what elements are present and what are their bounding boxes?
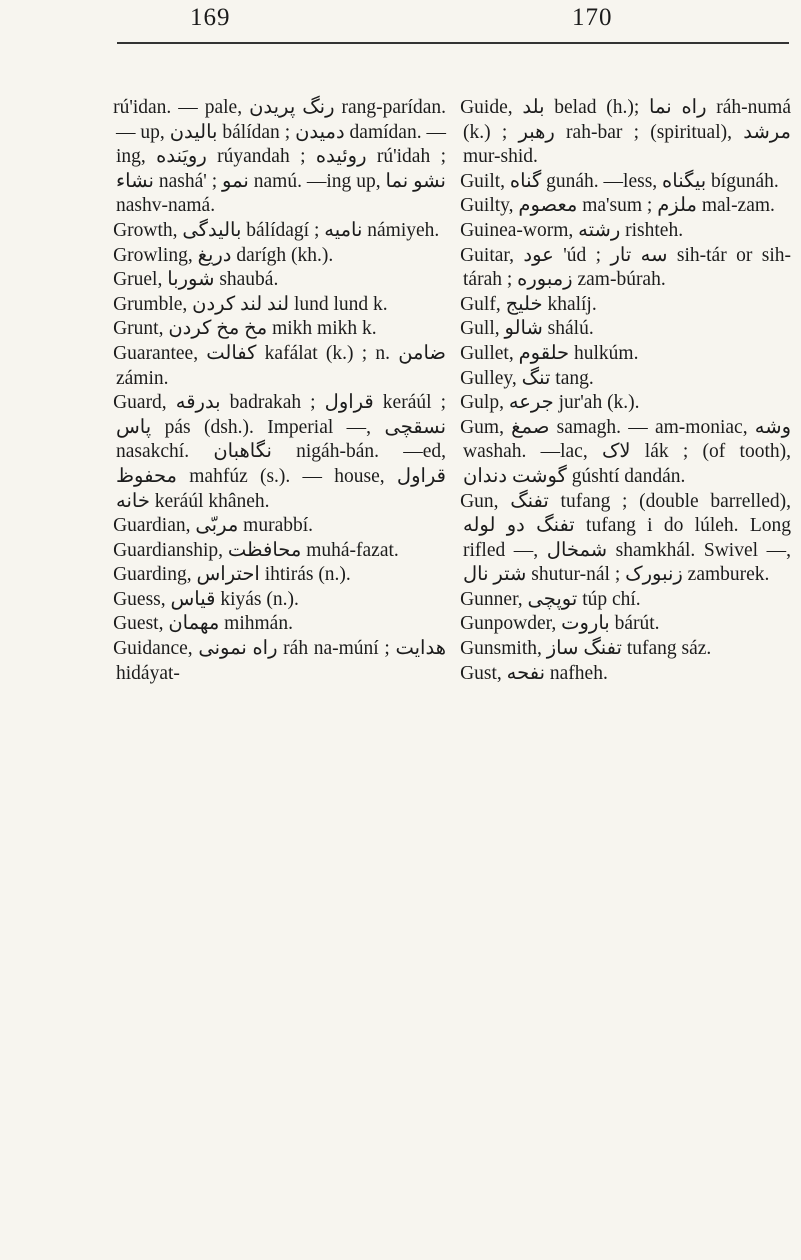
dictionary-entry: Gullet, ‏حلقوم‎ hulkúm. — [460, 342, 639, 364]
dictionary-entry: Grunt, ‏مخ مخ کردن‎ mikh mikh k. — [113, 318, 377, 340]
dictionary-entry: rú'idan. — pale, ‏رنگ پریدن‎ rang-parídan. — up, ‏بالیدن‎ bálídan ; ‏دمیدن‎ damídan. —ing, ‏رویَنده‎ rúyandah ; ‏روئیده‎ rú'idah ; ‏نشاء‎ nashá' ; ‏نمو‎ namú. —ing up, ‏نشو نما‎ nashv-namá. — [113, 97, 446, 217]
dictionary-entry: Gull, ‏شالو‎ shálú. — [460, 318, 594, 340]
dictionary-entry: Gulp, ‏جرعه‎ jur'ah (k.). — [460, 392, 640, 414]
dictionary-entry: Gruel, ‏شوربا‎ shaubá. — [113, 269, 279, 291]
dictionary-entry: Guidance, ‏راه نمونی‎ ráh na-múní ; ‏هدایت‎ hidáyat- — [113, 638, 446, 684]
left-column — [113, 96, 446, 686]
page-number-right: 170 — [572, 4, 613, 31]
dictionary-entry: Growling, ‏دریغ‎ darígh (kh.). — [113, 244, 334, 266]
dictionary-entry: Guitar, ‏عود‎ 'úd ; ‏سه تار‎ sih-tár or sih-tárah ; ‏زمبوره‎ zam-búrah. — [460, 244, 791, 291]
dictionary-entry: Guess, ‏قیاس‎ kiyás (n.). — [113, 588, 299, 610]
header-rule — [117, 42, 789, 44]
dictionary-entry: Guilty, ‏معصوم‎ ma'sum ; ‏ملزم‎ mal-zam. — [460, 195, 775, 217]
dictionary-entry: Guilt, ‏گناه‎ gunáh. —less, ‏بیگناه‎ bígunáh. — [460, 170, 779, 192]
dictionary-entry: Gun, ‏تفنگ‎ tufang ; (double barrelled), ‏تفنگ دو لوله‎ tufang i do lúleh. Long rifled —, ‏شمخال‎ shamkhál. Swivel —, ‏شتر نال‎ shutur-nál ; ‏زنبورک‎ zamburek. — [460, 490, 792, 586]
dictionary-entry: Gunner, ‏توپچی‎ túp chí. — [460, 588, 641, 610]
dictionary-entry: Gunpowder, ‏باروت‎ bárút. — [460, 613, 660, 635]
dictionary-entry: Growth, ‏بالیدگی‎ bálídagí ; ‏نامیه‎ námiyeh. — [113, 219, 440, 241]
page-number-left: 169 — [190, 4, 231, 31]
dictionary-entry: Gust, ‏نفحه‎ nafheh. — [460, 662, 608, 684]
dictionary-entry: Guarding, ‏احتراس‎ ihtirás (n.). — [113, 564, 351, 586]
dictionary-entry: Guard, ‏بدرقه‎ badrakah ; ‏قراول‎ keráúl ; ‏پاس‎ pás (dsh.). Imperial —, ‏نسقچی‎ nasakchí. ‏نگاهبان‎ nigáh-bán. —ed, ‏محفوظ‎ mahfúz (s.). — house, ‏قراول خانه‎ keráúl khâneh. — [113, 392, 446, 512]
dictionary-entry: Gulf, ‏خلیج‎ khalíj. — [460, 293, 597, 315]
dictionary-entry: Guardianship, ‏محافظت‎ muhá-fazat. — [113, 539, 399, 561]
dictionary-entry: Guide, ‏بلد‎ belad (h.); ‏راه نما‎ ráh-numá (k.) ; ‏رهبر‎ rah-bar ; (spiritual), ‏مرشد‎ mur-shid. — [460, 97, 791, 168]
dictionary-entry: Guarantee, ‏کفالت‎ kafálat (k.) ; n. ‏ضامن‎ zámin. — [113, 342, 446, 389]
dictionary-entry: Guest, ‏مهمان‎ mihmán. — [113, 613, 293, 635]
dictionary-entry: Gunsmith, ‏تفنگ ساز‎ tufang sáz. — [460, 638, 712, 660]
dictionary-entry: Guardian, ‏مربّی‎ murabbí. — [113, 515, 314, 537]
dictionary-entry: Gum, ‏صمغ‎ samagh. — am-moniac, ‏وشه‎ washah. —lac, ‏لاک‎ lák ; (of tooth), ‏گوشت دندان‎ gúshtí dandán. — [460, 416, 792, 487]
dictionary-entry: Gulley, ‏تنگ‎ tang. — [460, 367, 594, 389]
dictionary-entry: Grumble, ‏لند لند کردن‎ lund lund k. — [113, 293, 388, 315]
dictionary-entry: Guinea-worm, ‏رشته‎ rishteh. — [460, 219, 684, 241]
right-column — [460, 96, 792, 686]
